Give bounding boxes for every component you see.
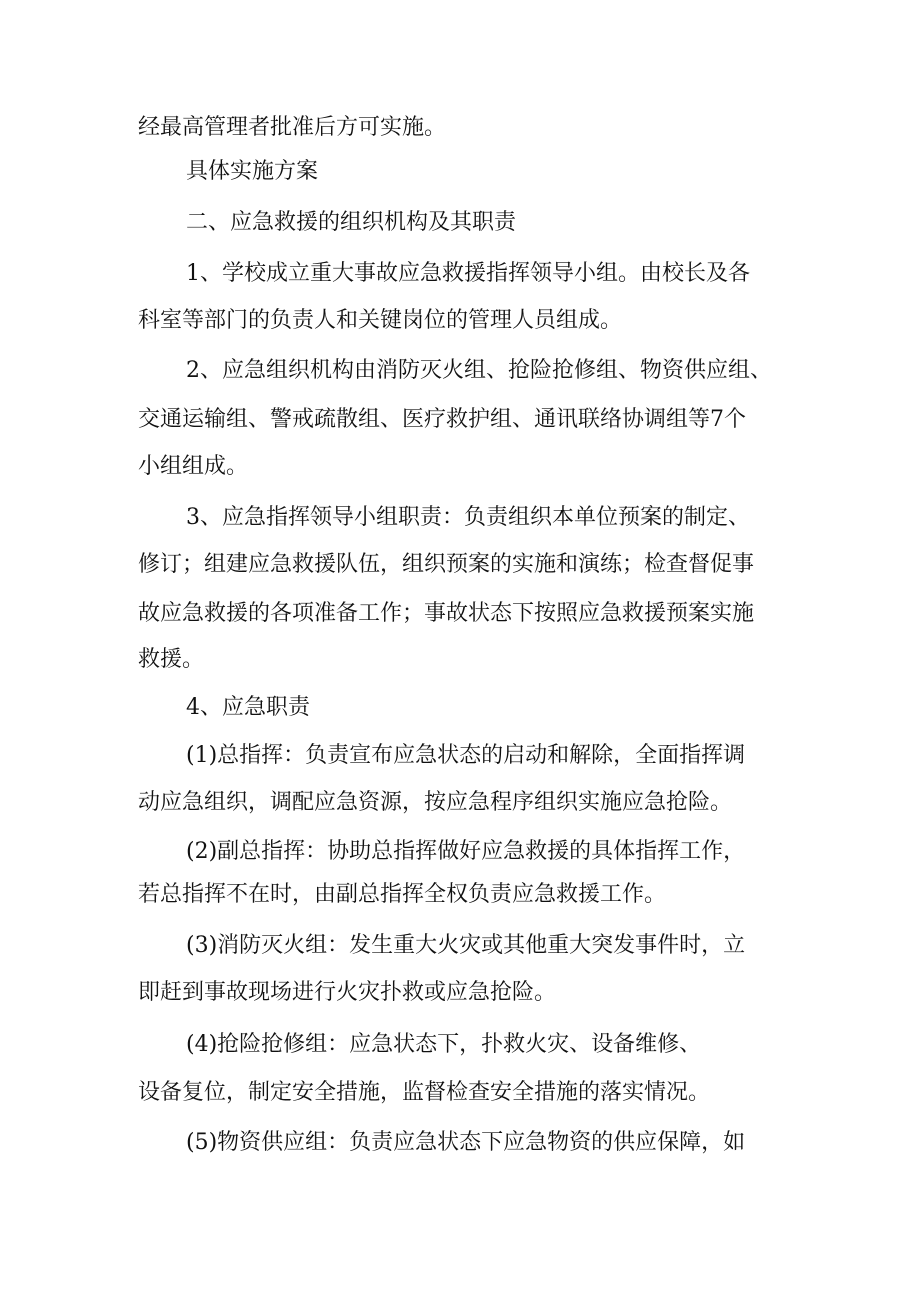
text-line: 动应急组织，调配应急资源，按应急程序组织实施应急抢险。 <box>138 790 733 815</box>
text-line: 交通运输组、警戒疏散组、医疗救护组、通讯联络协调组等7个 <box>138 407 746 432</box>
text-line: 修订；组建应急救援队伍，组织预案的实施和演练；检查督促事 <box>138 552 755 577</box>
text-line: 救援。 <box>138 647 205 672</box>
text-line: 若总指挥不在时，由副总指挥全权负责应急救援工作。 <box>138 882 667 907</box>
text-line: (2)副总指挥：协助总指挥做好应急救援的具体指挥工作， <box>186 839 746 864</box>
text-line: 小组组成。 <box>138 454 249 479</box>
section-heading: 4、应急职责 <box>186 695 310 720</box>
text-line: 科室等部门的负责人和关键岗位的管理人员组成。 <box>138 308 623 333</box>
text-line: 2、应急组织机构由消防灭火组、抢险抢修组、物资供应组、 <box>186 358 772 383</box>
text-line: 3、应急指挥领导小组职责：负责组织本单位预案的制定、 <box>186 505 750 530</box>
text-line: (4)抢险抢修组：应急状态下，扑救火灾、设备维修、 <box>186 1032 702 1057</box>
section-label: 具体实施方案 <box>186 159 319 184</box>
text-line: 1、学校成立重大事故应急救援指挥领导小组。由校长及各 <box>186 261 750 286</box>
text-line: (1)总指挥：负责宣布应急状态的启动和解除，全面指挥调 <box>186 743 746 768</box>
text-line: 故应急救援的各项准备工作；事故状态下按照应急救援预案实施 <box>138 601 755 626</box>
text-line: (3)消防灭火组：发生重大火灾或其他重大突发事件时，立 <box>186 933 746 958</box>
text-line: 设备复位，制定安全措施，监督检查安全措施的落实情况。 <box>138 1080 711 1105</box>
text-line: (5)物资供应组：负责应急状态下应急物资的供应保障，如 <box>186 1130 746 1155</box>
text-line: 经最高管理者批准后方可实施。 <box>138 115 447 140</box>
section-heading: 二、应急救援的组织机构及其职责 <box>186 210 517 235</box>
text-line: 即赶到事故现场进行火灾扑救或应急抢险。 <box>138 980 557 1005</box>
